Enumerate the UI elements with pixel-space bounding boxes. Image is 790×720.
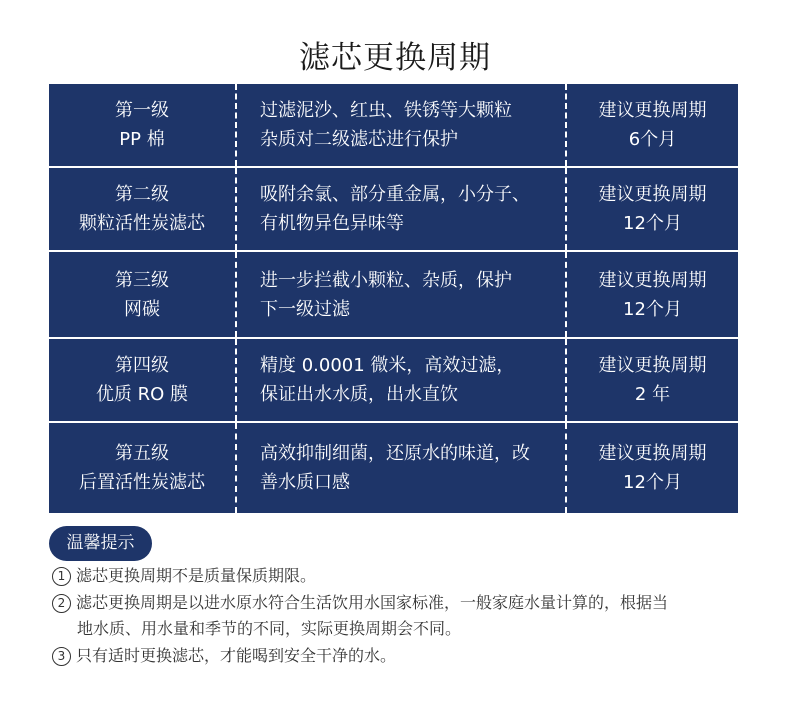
cycle-cell <box>567 84 738 166</box>
tip-number: 2 <box>52 594 71 613</box>
description-line: 吸附余氯、部分重金属，小分子、 <box>260 184 530 205</box>
cycle-cell <box>567 339 738 421</box>
filter-name: 后置活性炭滤芯 <box>79 472 205 493</box>
filter-table <box>49 84 738 513</box>
page-title: 滤芯更换周期 <box>299 40 491 76</box>
tips-badge: 温馨提示 <box>49 526 152 561</box>
cycle-label: 建议更换周期 <box>598 443 707 464</box>
cycle-cell <box>567 168 738 250</box>
filter-name: PP 棉 <box>119 129 165 150</box>
cycle-label: 建议更换周期 <box>598 184 707 205</box>
table-row-1 <box>49 84 738 168</box>
tip-item-2 <box>52 590 752 642</box>
stage-label: 第一级 <box>115 100 169 121</box>
tip-text-continued: 地水质、用水量和季节的不同，实际更换周期会不同。 <box>77 619 462 638</box>
cycle-value: 12个月 <box>623 213 682 234</box>
cycle-label: 建议更换周期 <box>598 269 707 291</box>
description-line: 善水质口感 <box>260 472 350 493</box>
cycle-label: 建议更换周期 <box>598 100 707 121</box>
filter-name: 网碳 <box>124 298 160 320</box>
cycle-value: 12个月 <box>623 472 682 493</box>
description-line: 进一步拦截小颗粒、杂质，保护 <box>260 269 512 291</box>
cycle-value: 2 年 <box>634 384 671 405</box>
stage-cell <box>49 168 237 250</box>
cycle-cell <box>567 252 738 337</box>
cycle-value: 6个月 <box>628 129 677 150</box>
cycle-value: 12个月 <box>623 298 682 320</box>
description-line: 保证出水水质，出水直饮 <box>260 384 458 405</box>
cycle-label: 建议更换周期 <box>598 355 707 376</box>
cycle-cell <box>567 423 738 513</box>
description-cell <box>237 168 567 250</box>
description-cell <box>237 423 567 513</box>
table-row-2 <box>49 168 738 252</box>
stage-cell <box>49 339 237 421</box>
description-cell <box>237 84 567 166</box>
stage-cell <box>49 423 237 513</box>
tip-number: 1 <box>52 567 71 586</box>
description-line: 下一级过滤 <box>260 298 350 320</box>
table-row-4 <box>49 339 738 423</box>
stage-cell <box>49 252 237 337</box>
table-row-5 <box>49 423 738 513</box>
description-line: 高效抑制细菌，还原水的味道，改 <box>260 443 530 464</box>
stage-label: 第五级 <box>115 443 169 464</box>
tip-text: 只有适时更换滤芯，才能喝到安全干净的水。 <box>76 646 397 665</box>
description-line: 精度 0.0001 微米，高效过滤， <box>260 355 515 376</box>
stage-cell <box>49 84 237 166</box>
filter-name: 颗粒活性炭滤芯 <box>79 213 205 234</box>
table-row-3 <box>49 252 738 339</box>
tip-number: 3 <box>52 647 71 666</box>
stage-label: 第二级 <box>115 184 169 205</box>
tip-item-3 <box>52 643 752 669</box>
description-line: 有机物异色异味等 <box>260 213 404 234</box>
stage-label: 第四级 <box>115 355 169 376</box>
tip-text: 滤芯更换周期是以进水原水符合生活饮用水国家标准，一般家庭水量计算的，根据当 <box>76 593 669 612</box>
description-line: 杂质对二级滤芯进行保护 <box>260 129 458 150</box>
description-cell <box>237 339 567 421</box>
stage-label: 第三级 <box>115 269 169 291</box>
description-line: 过滤泥沙、红虫、铁锈等大颗粒 <box>260 100 512 121</box>
tip-text: 滤芯更换周期不是质量保质期限。 <box>76 566 317 585</box>
tip-item-1 <box>52 563 752 589</box>
filter-name: 优质 RO 膜 <box>95 384 189 405</box>
description-cell <box>237 252 567 337</box>
